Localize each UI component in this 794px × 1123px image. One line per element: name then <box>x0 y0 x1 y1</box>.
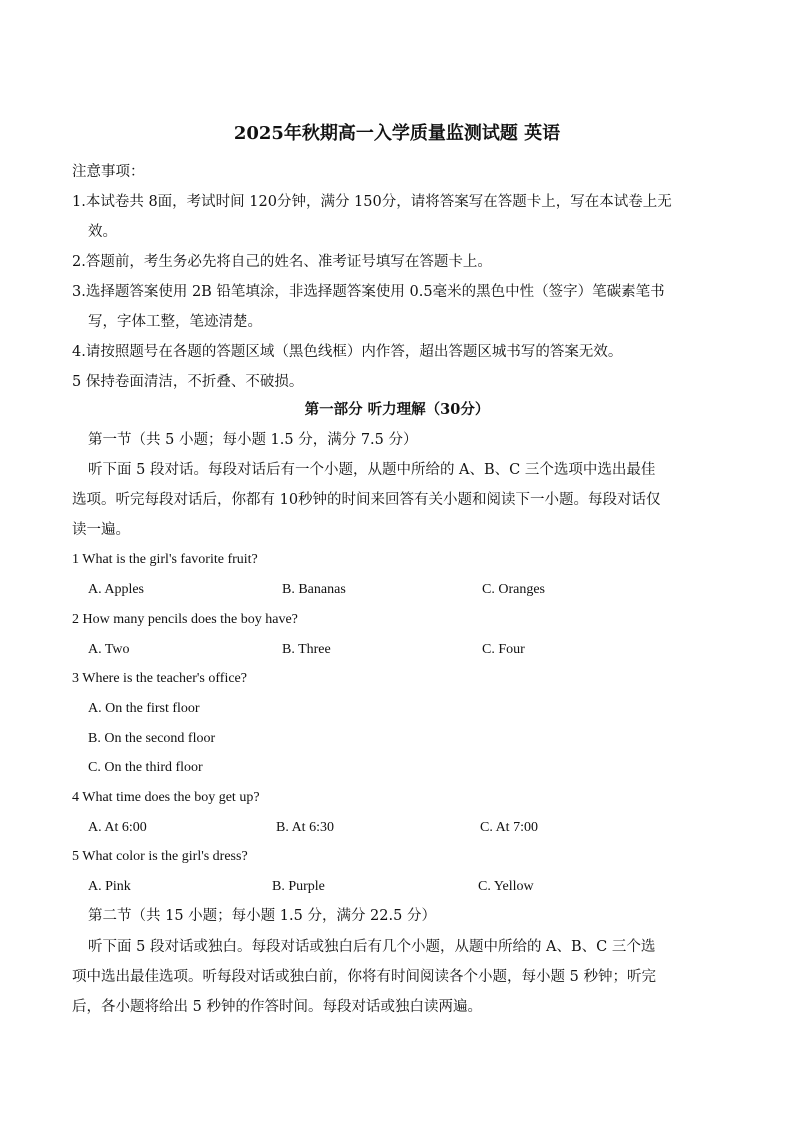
question-4-option-b: B. At 6:30 <box>276 820 334 835</box>
question-2-option-a: A. Two <box>88 642 130 657</box>
question-4-option-a: A. At 6:00 <box>88 820 147 835</box>
section1-instruction-line3: 读一遍。 <box>72 522 130 538</box>
question-1-option-c: C. Oranges <box>482 582 545 597</box>
part1-title: 第一部分 听力理解（30分） <box>304 401 490 418</box>
notice-item-3-line2: 写，字体工整，笔迹清楚。 <box>88 314 262 330</box>
section1-heading: 第一节（共 5 小题；每小题 1.5 分，满分 7.5 分） <box>88 432 418 448</box>
question-3-option-a: A. On the first floor <box>88 701 200 716</box>
notice-item-5: 5 保持卷面清洁，不折叠、不破损。 <box>72 374 304 390</box>
question-2: 2 How many pencils does the boy have? <box>72 612 298 627</box>
section1-instruction-line1: 听下面 5 段对话。每段对话后有一个小题，从题中所给的 A、B、C 三个选项中选出最佳 <box>88 462 656 478</box>
question-4-option-c: C. At 7:00 <box>480 820 538 835</box>
notice-item-4: 4.请按照题号在各题的答题区域（黑色线框）内作答，超出答题区城书写的答案无效。 <box>72 344 623 360</box>
question-2-option-b: B. Three <box>282 642 331 657</box>
notice-item-1-line2: 效。 <box>88 224 117 240</box>
notice-item-2: 2.答题前，考生务必先将自己的姓名、准考证号填写在答题卡上。 <box>72 254 492 270</box>
page-title: 2025年秋期高一入学质量监测试题 英语 <box>233 123 561 144</box>
question-5-option-c: C. Yellow <box>478 879 534 894</box>
section1-instruction-line2: 选项。听完每段对话后，你都有 10秒钟的时间来回答有关小题和阅读下一小题。每段对话仅 <box>72 492 661 508</box>
notice-item-1-line1: 1.本试卷共 8面，考试时间 120分钟，满分 150分，请将答案写在答题卡上，写在本试卷上无 <box>72 194 672 210</box>
question-1-option-a: A. Apples <box>88 582 144 597</box>
question-3-option-c: C. On the third floor <box>88 760 203 775</box>
question-5-option-a: A. Pink <box>88 879 131 894</box>
question-3-option-b: B. On the second floor <box>88 731 216 746</box>
question-5: 5 What color is the girl's dress? <box>72 849 248 864</box>
section2-instruction-line3: 后，各小题将给出 5 秒钟的作答时间。每段对话或独白读两遍。 <box>72 999 482 1015</box>
question-1: 1 What is the girl's favorite fruit? <box>72 552 258 567</box>
section2-instruction-line2: 项中选出最佳选项。听每段对话或独白前，你将有时间阅读各个小题，每小题 5 秒钟；听完 <box>72 969 656 985</box>
section2-instruction-line1: 听下面 5 段对话或独白。每段对话或独白后有几个小题，从题中所给的 A、B、C 三个选 <box>88 939 656 955</box>
notice-heading: 注意事项： <box>72 164 145 180</box>
question-2-option-c: C. Four <box>482 642 525 657</box>
question-1-option-b: B. Bananas <box>282 582 346 597</box>
question-5-option-b: B. Purple <box>272 879 325 894</box>
question-3: 3 Where is the teacher's office? <box>72 671 247 686</box>
notice-item-3-line1: 3.选择题答案使用 2B 铅笔填涂，非选择题答案使用 0.5毫米的黑色中性（签字）笔碳素笔书 <box>72 284 665 300</box>
section2-heading: 第二节（共 15 小题；每小题 1.5 分，满分 22.5 分） <box>88 908 436 924</box>
question-4: 4 What time does the boy get up? <box>72 790 260 805</box>
